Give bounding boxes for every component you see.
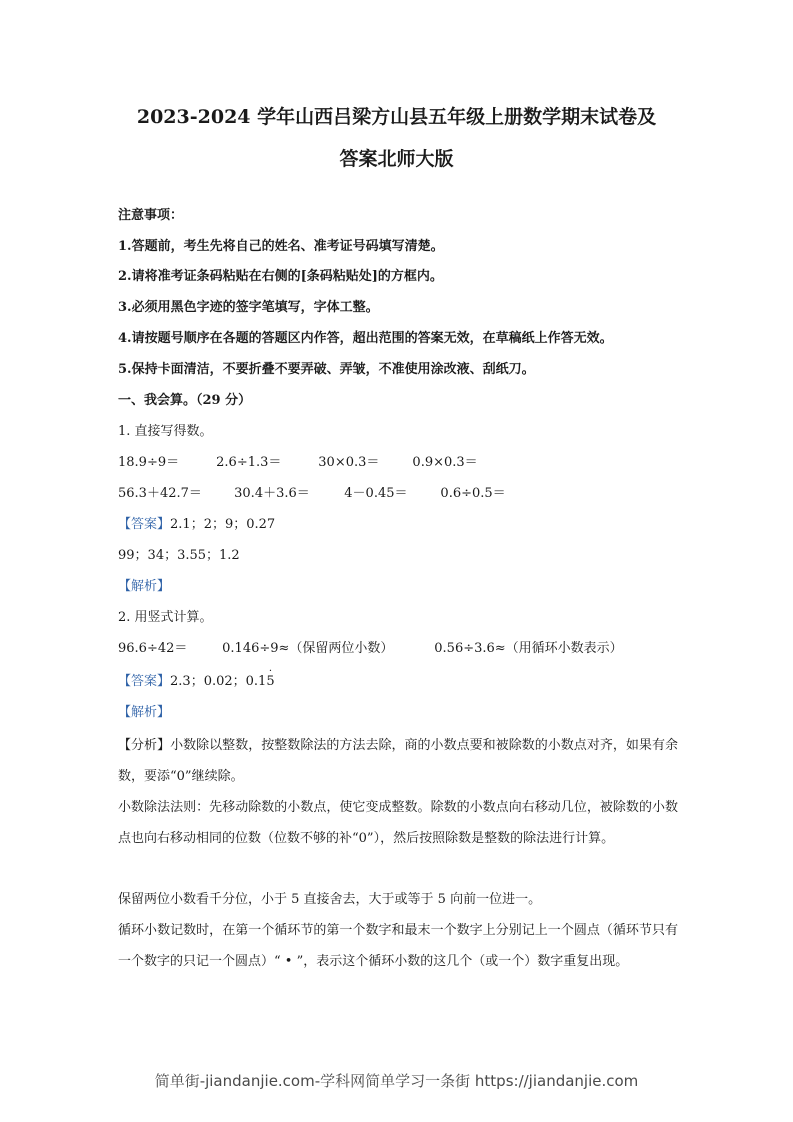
repeating-dot: · <box>268 666 273 677</box>
q1-problem: 30×0.3＝ <box>318 455 380 470</box>
repeating-digit-value: 5 <box>266 674 275 689</box>
q2-answer-text: 2.3；0.02；0.1 <box>170 674 267 689</box>
fenxi-tag: 【分析】 <box>118 738 171 753</box>
notice-item-5: 5.保持卡面清洁，不要折叠不要弄破、弄皱，不准使用涂改液、刮纸刀。 <box>118 362 535 377</box>
q2-analysis-para-1 <box>118 731 678 792</box>
notice-item-1: 1.答题前，考生先将自己的姓名、准考证号码填写清楚。 <box>118 239 444 254</box>
q1-answer-line2: 99；34；3.55；1.2 <box>118 548 240 563</box>
q2-problem-row <box>118 640 623 658</box>
document-title-line2: 答案北师大版 <box>339 148 454 170</box>
notice-item-3: 3.必须用黑色字迹的签字笔填写，字体工整。 <box>118 300 379 315</box>
repeating-digit <box>266 666 275 691</box>
q1-problem: 0.6÷0.5＝ <box>440 486 506 501</box>
q2-analysis-tag: 【解析】 <box>118 705 171 720</box>
section1-heading: 一、我会算。（29 分） <box>118 393 252 408</box>
q1-label: 1. 直接写得数。 <box>118 424 213 439</box>
notice-item-2: 2.请将准考证条码粘贴在右侧的[条码粘贴处]的方框内。 <box>118 269 443 284</box>
document-title-line1: 2023-2024 学年山西吕梁方山县五年级上册数学期末试卷及 <box>136 106 657 128</box>
q1-analysis-tag: 【解析】 <box>118 579 171 594</box>
q2-para1-text: 小数除以整数，按整数除法的方法去除，商的小数点要和被除数的小数点对齐，如果有余数，要添“0”继续除。 <box>118 738 678 784</box>
q2-problem: 0.146÷9≈（保留两位小数） <box>222 641 394 656</box>
q1-problem: 30.4＋3.6＝ <box>234 486 310 501</box>
q2-problem: 96.6÷42＝ <box>118 641 188 656</box>
q2-analysis-para-4: 循环小数记数时，在第一个循环节的第一个数字和最末一个数字上分别记上一个圆点（循环节只有一个数字的只记一个圆点）“ • ”，表示这个循环小数的这几个（或一个）数字重复出现。 <box>118 923 678 969</box>
q1-problem: 56.3＋42.7＝ <box>118 486 202 501</box>
q2-label: 2. 用竖式计算。 <box>118 610 213 625</box>
q2-analysis-para-3: 保留两位小数看千分位，小于 5 直接舍去，大于或等于 5 向前一位进一。 <box>118 892 542 907</box>
q1-problem: 4－0.45＝ <box>344 486 408 501</box>
q2-problem: 0.56÷3.6≈（用循环小数表示） <box>434 641 623 656</box>
q1-problem: 2.6÷1.3＝ <box>216 455 282 470</box>
notice-item-4: 4.请按题号顺序在各题的答题区内作答，超出范围的答案无效，在草稿纸上作答无效。 <box>118 331 613 346</box>
page-footer: 简单街-jiandanjie.com-学科网简单学习一条街 https://jiandanjie.com <box>154 1072 639 1090</box>
answer-tag: 【答案】 <box>118 674 171 689</box>
q1-problem: 0.9×0.3＝ <box>412 455 478 470</box>
q2-analysis-para-2: 小数除法法则：先移动除数的小数点，使它变成整数。除数的小数点向右移动几位，被除数的小数点也向右移动相同的位数（位数不够的补“0”），然后按照除数是整数的除法进行计算。 <box>118 800 678 846</box>
q1-problem: 18.9÷9＝ <box>118 455 180 470</box>
q1-answer <box>118 516 275 534</box>
q1-problem-row-2 <box>118 485 506 503</box>
q1-answer-line1: 2.1；2；9；0.27 <box>170 517 276 532</box>
q1-problem-row-1 <box>118 454 478 472</box>
answer-tag: 【答案】 <box>118 517 171 532</box>
notice-heading: 注意事项： <box>118 208 184 223</box>
q2-answer <box>118 666 275 691</box>
